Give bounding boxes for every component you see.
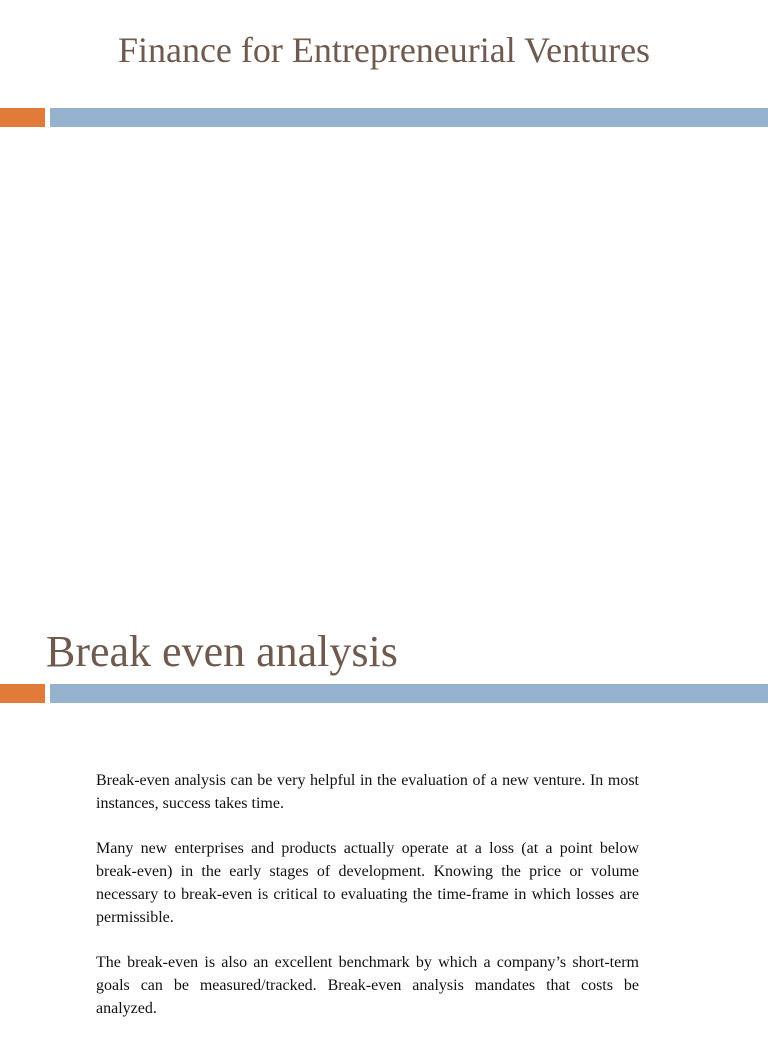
slide-break-even — [0, 576, 768, 1024]
body-paragraph: The break-even is also an excellent benchmark by which a company’s short-term goals can be measured/tracked. Break-even analysis mandates that costs be analyzed. — [96, 954, 639, 1017]
accent-bar-orange-segment — [0, 684, 45, 703]
body-paragraph: Break-even analysis can be very helpful in the evaluation of a new venture. In most instances, success takes time. — [96, 772, 639, 812]
accent-bar-orange-segment — [0, 108, 45, 127]
body-paragraph: Many new enterprises and products actually operate at a loss (at a point below break-even) in the early stages of development. Knowing the price or volume necessary to break-even is critical to evaluating the time-frame in which losses are permissible. — [96, 840, 639, 926]
slide-title: Break even analysis — [46, 627, 398, 676]
accent-bar-blue-segment — [50, 684, 768, 703]
accent-bar-blue-segment — [50, 108, 768, 127]
slide-title: Finance for Entrepreneurial Ventures — [117, 30, 651, 70]
accent-bar — [0, 108, 768, 127]
accent-bar — [0, 684, 768, 703]
slide-body — [96, 769, 639, 1042]
